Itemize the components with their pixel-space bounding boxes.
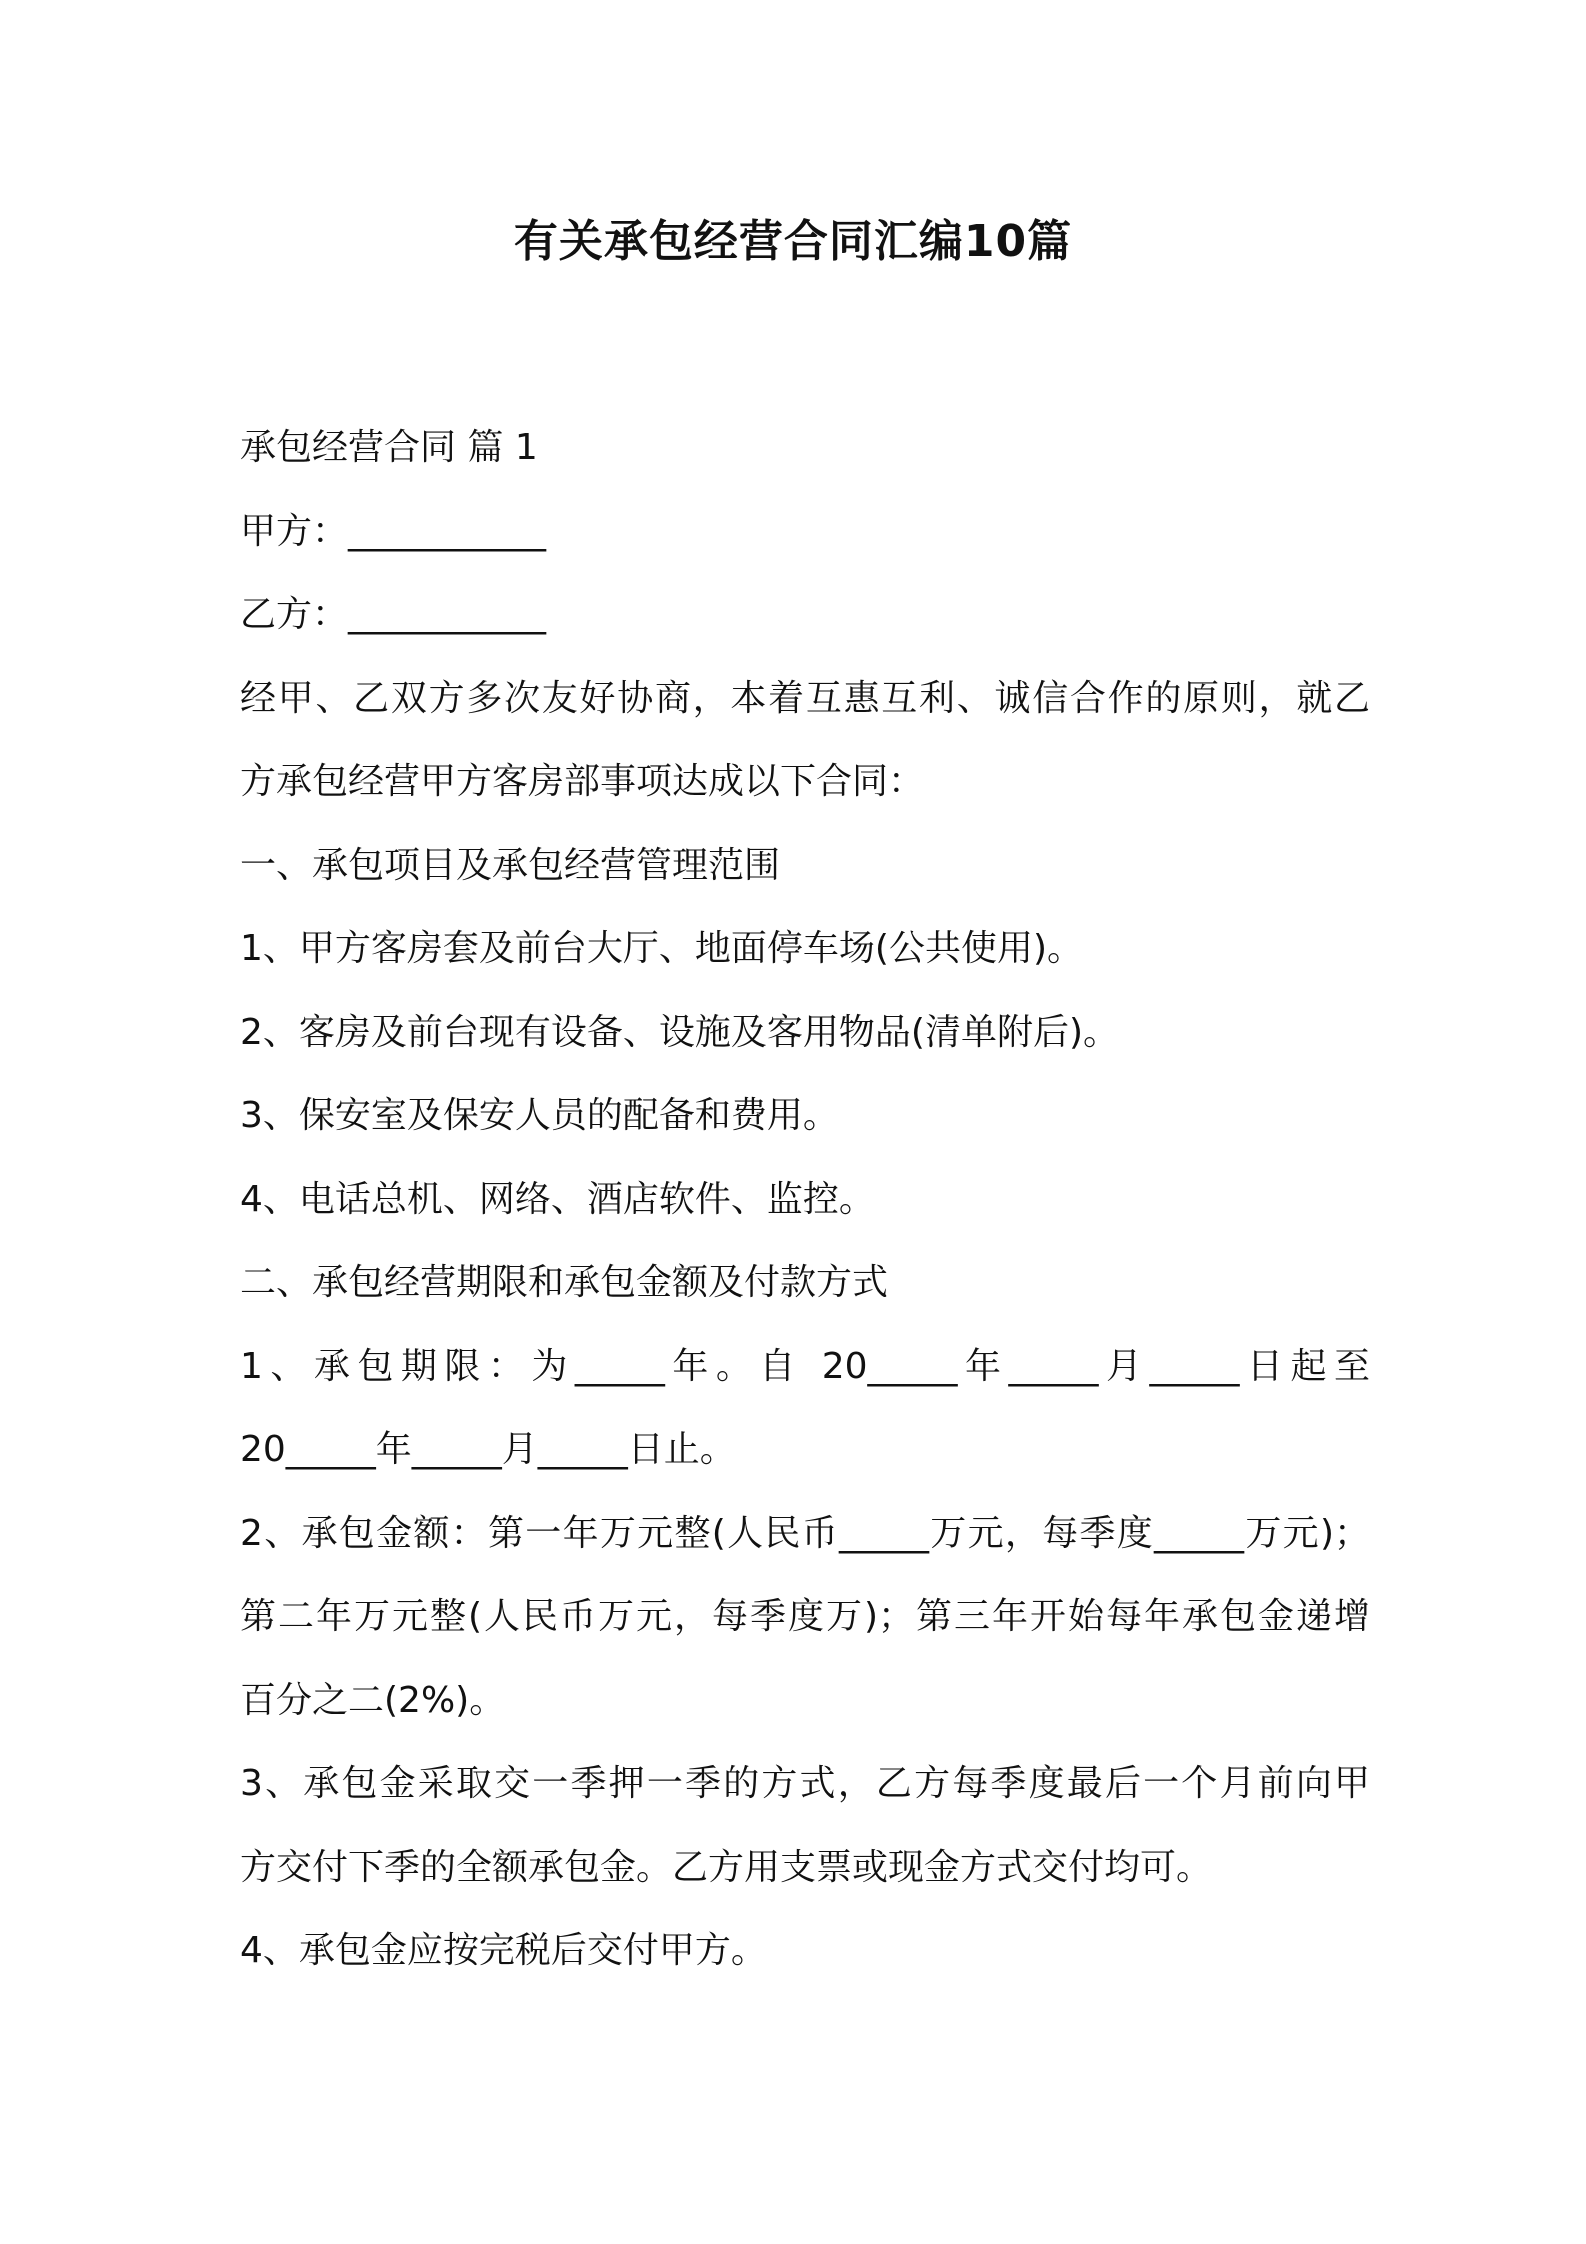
clause-item: 4、承包金应按完税后交付甲方。 <box>240 1930 767 1971</box>
clause-item: 2、承包金额：第一年万元整(人民币_____万元，每季度_____万元)； <box>240 1512 1370 1554</box>
clause-item-continued: 百分之二(2%)。 <box>240 1679 506 1721</box>
party-b-line: 乙方：___________ <box>240 594 547 635</box>
clause-item: 1、甲方客房套及前台大厅、地面停车场(公共使用)。 <box>240 928 1083 969</box>
party-a-line: 甲方：___________ <box>240 510 547 552</box>
clause-item: 2、客房及前台现有设备、设施及客用物品(清单附后)。 <box>240 1011 1119 1053</box>
clause-item-continued: 20_____年_____月_____日止。 <box>240 1429 736 1470</box>
clause-item: 3、承包金采取交一季押一季的方式，乙方每季度最后一个月前向甲 <box>240 1763 1370 1804</box>
document-title: 有关承包经营合同汇编10篇 <box>513 216 1073 267</box>
clause-item-continued: 第二年万元整(人民币万元，每季度万)；第三年开始每年承包金递增 <box>240 1596 1370 1637</box>
clause-item-continued: 方交付下季的全额承包金。乙方用支票或现金方式交付均可。 <box>240 1846 1213 1888</box>
clause-item: 3、保安室及保安人员的配备和费用。 <box>240 1095 839 1136</box>
clause-item: 4、电话总机、网络、酒店软件、监控。 <box>240 1178 875 1220</box>
clause-heading: 二、承包经营期限和承包金额及付款方式 <box>240 1262 889 1303</box>
clause-item: 1、承包期限：为_____年。自 20_____年_____月_____日起至 <box>240 1345 1370 1387</box>
clause-heading: 一、承包项目及承包经营管理范围 <box>240 844 781 886</box>
paragraph-line: 方承包经营甲方客房部事项达成以下合同： <box>240 761 925 802</box>
section-heading: 承包经营合同 篇 1 <box>240 427 538 468</box>
paragraph-line: 经甲、乙双方多次友好协商，本着互惠互利、诚信合作的原则，就乙 <box>240 677 1370 719</box>
document-body <box>240 406 1370 1993</box>
